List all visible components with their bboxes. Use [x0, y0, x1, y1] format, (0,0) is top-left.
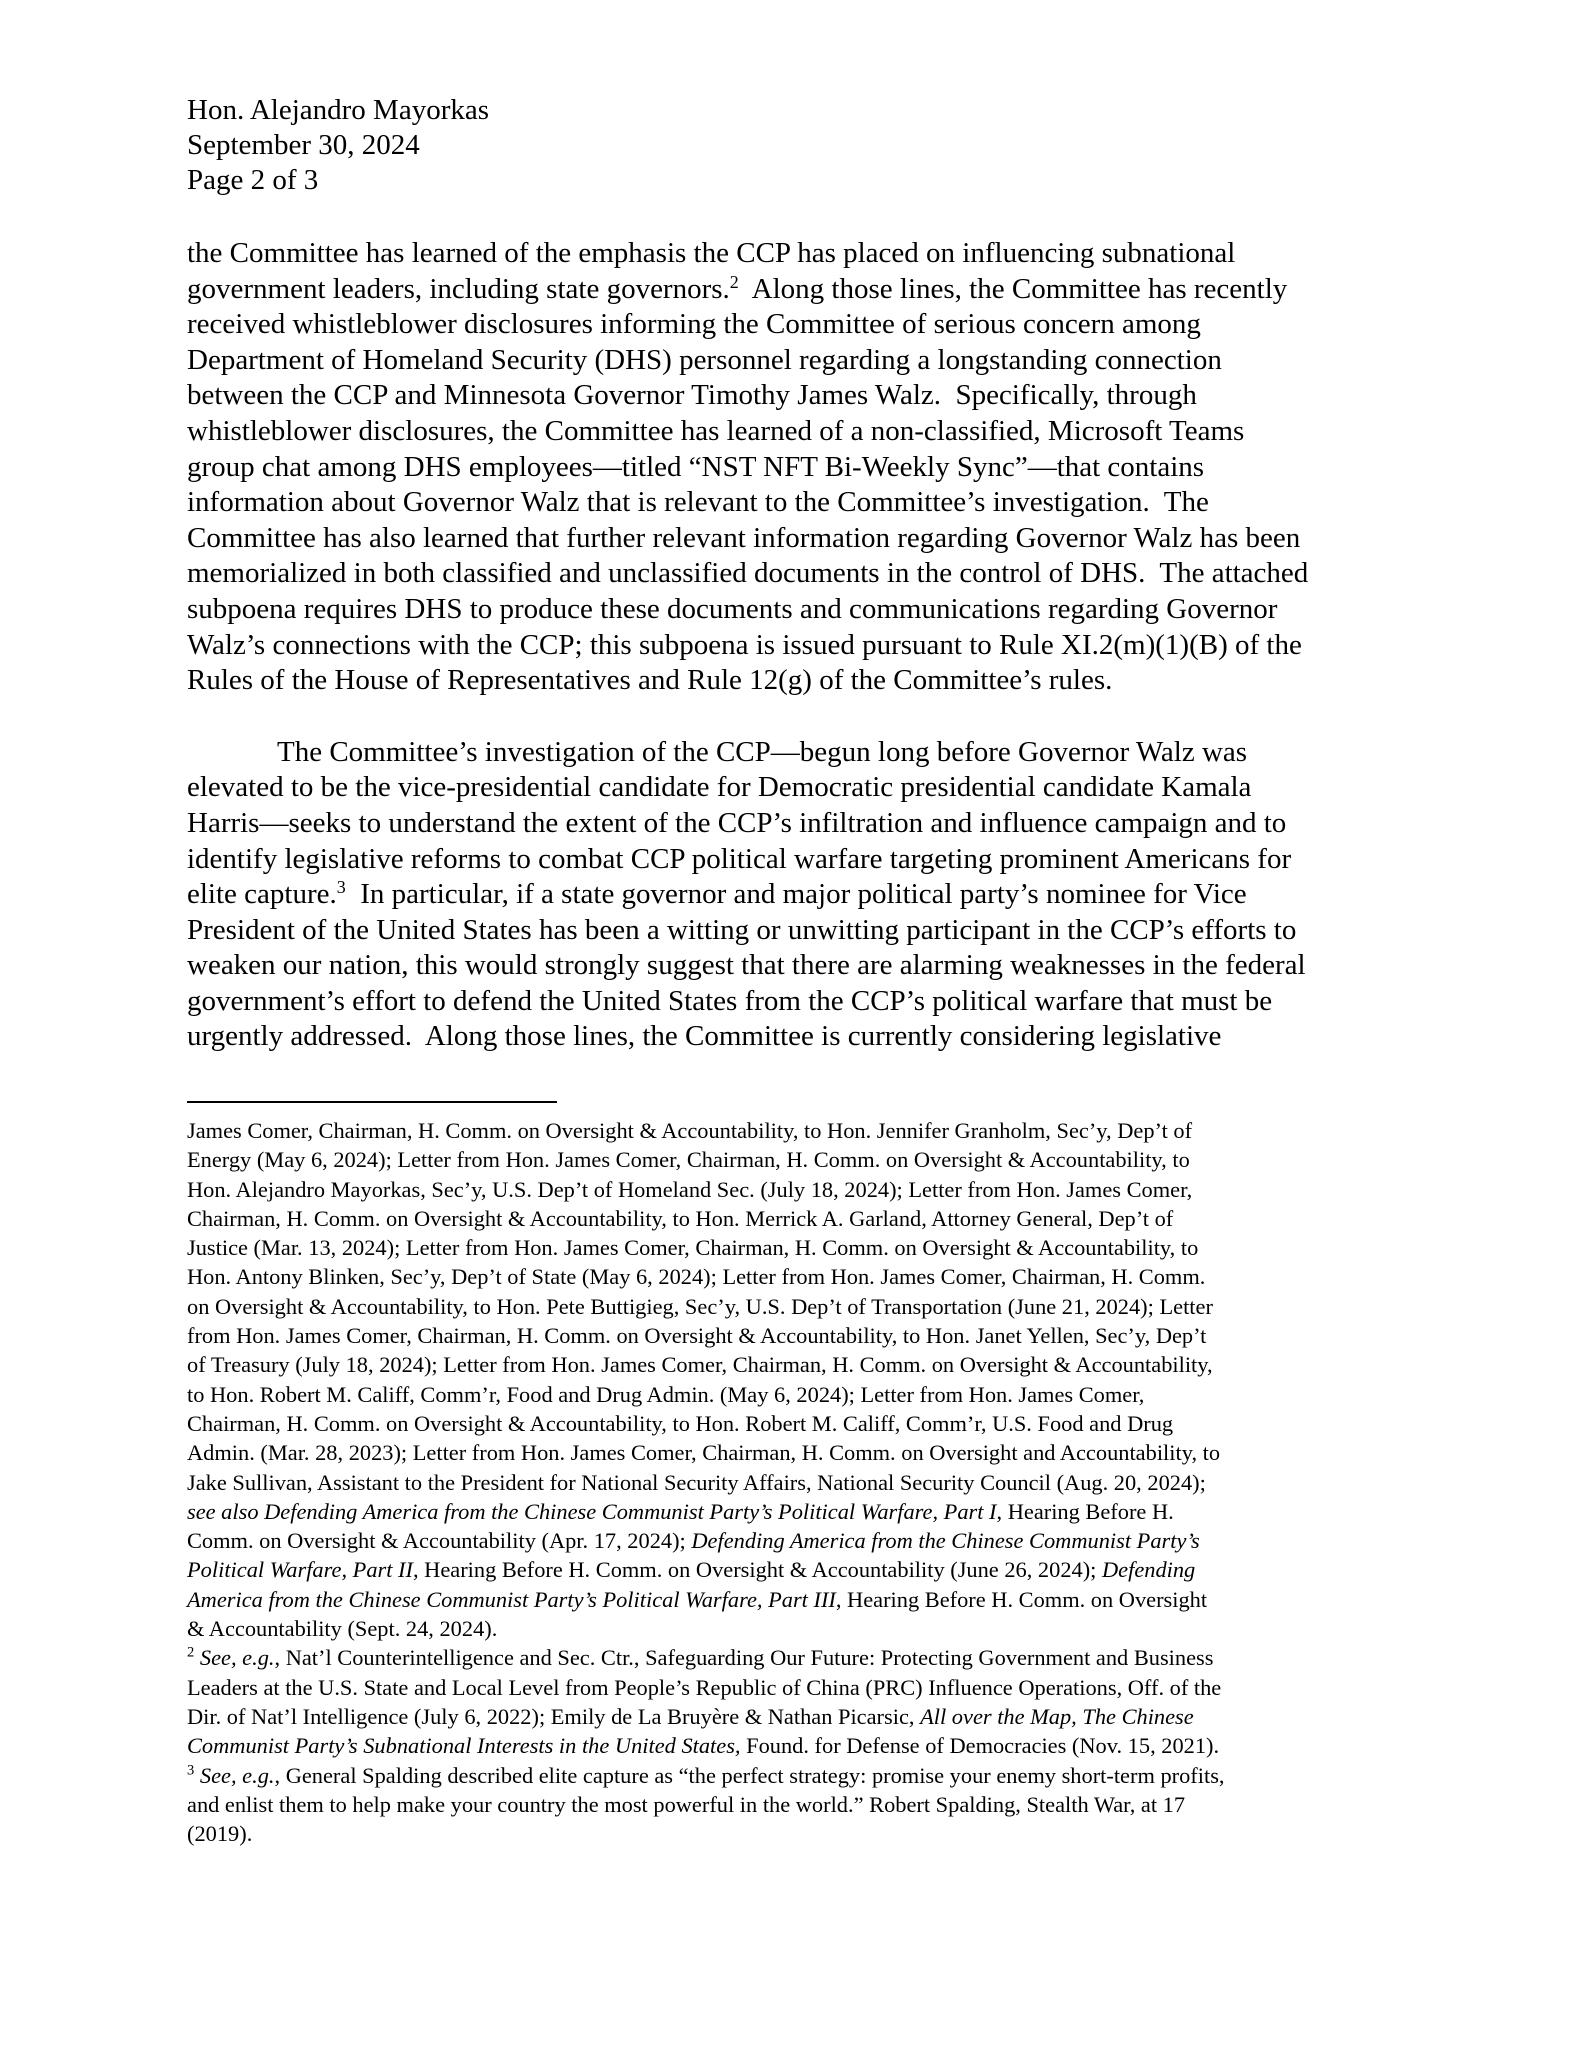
- body-line: President of the United States has been a witting or unwitting participant in the CCP’s efforts to: [187, 913, 1297, 946]
- body-line: between the CCP and Minnesota Governor Timothy James Walz. Specifically, through: [187, 379, 1197, 412]
- footnote-line: Political Warfare, Part II, Hearing Before H. Comm. on Oversight & Accountability (June 26, 2024); Defending: [187, 1557, 1196, 1583]
- footnote-line: on Oversight & Accountability, to Hon. Pete Buttigieg, Sec’y, U.S. Dep’t of Transportation (June 21, 2024); Letter: [187, 1293, 1213, 1319]
- body-line: Harris—seeks to understand the extent of the CCP’s infiltration and influence campaign and to: [187, 806, 1287, 839]
- body-line: weaken our nation, this would strongly suggest that there are alarming weaknesses in the federal: [187, 949, 1306, 982]
- footnote-2: $^2$ See, e.g., Nat’l Counterintelligence and Sec. Ctr., Safeguarding Our Future: Protecting Government and Business: [187, 1644, 1214, 1671]
- letter-date: September 30, 2024: [187, 129, 420, 161]
- footnote-line: and enlist them to help make your country the most powerful in the world.” Robert Spalding, Stealth War, at 17: [187, 1791, 1186, 1817]
- footnote-line: Justice (Mar. 13, 2024); Letter from Hon. James Comer, Chairman, H. Comm. on Oversight & Accountability, to: [187, 1235, 1199, 1261]
- footnote-line: Dir. of Nat’l Intelligence (July 6, 2022); Emily de La Bruyère & Nathan Picarsic, All over the Map, The Chinese: [187, 1703, 1194, 1729]
- letter-body: [187, 236, 1395, 1055]
- footnote-line: see also Defending America from the Chinese Communist Party’s Political Warfare, Part I, Hearing Before H.: [187, 1498, 1174, 1524]
- footnote-line: of Treasury (July 18, 2024); Letter from Hon. James Comer, Chairman, H. Comm. on Oversight & Accountability,: [187, 1352, 1213, 1378]
- body-line: subpoena requires DHS to produce these documents and communications regarding Governor: [187, 592, 1278, 625]
- footnote-separator: [187, 1101, 557, 1103]
- body-line: information about Governor Walz that is relevant to the Committee’s investigation. The: [187, 486, 1209, 519]
- footnote-line: Leaders at the U.S. State and Local Level from People’s Republic of China (PRC) Influence Operations, Off. of the: [187, 1674, 1222, 1700]
- footnote-line: Energy (May 6, 2024); Letter from Hon. James Comer, Chairman, H. Comm. on Oversight & Accountability, to: [187, 1147, 1190, 1173]
- body-line: government leaders, including state governors.$^2$ Along those lines, the Committee has recently: [187, 271, 1288, 305]
- body-line: Department of Homeland Security (DHS) personnel regarding a longstanding connection: [187, 343, 1222, 376]
- footnote-line: Comm. on Oversight & Accountability (Apr. 17, 2024); Defending America from the Chinese Communist Party’s: [187, 1528, 1200, 1554]
- body-line: elevated to be the vice-presidential candidate for Democratic presidential candidate Kamala: [187, 771, 1252, 804]
- letter-header: [187, 93, 489, 198]
- footnote-ref-3: 3: [336, 877, 346, 898]
- body-line: received whistleblower disclosures informing the Committee of serious concern among: [187, 308, 1201, 341]
- body-line: Committee has also learned that further relevant information regarding Governor Walz has been: [187, 521, 1301, 554]
- footnote-ref-2: 2: [729, 271, 739, 292]
- footnote-line: to Hon. Robert M. Califf, Comm’r, Food and Drug Admin. (May 6, 2024); Letter from Hon. James Comer,: [187, 1381, 1145, 1407]
- footnote-line: James Comer, Chairman, H. Comm. on Oversight & Accountability, to Hon. Jennifer Granholm, Sec’y, Dep’t of: [187, 1118, 1193, 1143]
- footnote-line: Hon. Alejandro Mayorkas, Sec’y, U.S. Dep’t of Homeland Sec. (July 18, 2024); Letter from Hon. James Comer,: [187, 1176, 1193, 1202]
- body-line: memorialized in both classified and unclassified documents in the control of DHS. The attached: [187, 557, 1309, 590]
- footnote-line: Communist Party’s Subnational Interests in the United States, Found. for Defense of Democracies (Nov. 15, 2021).: [187, 1733, 1220, 1759]
- page-number: Page 2 of 3: [187, 164, 319, 196]
- recipient-name: Hon. Alejandro Mayorkas: [187, 94, 490, 126]
- footnote-line: Jake Sullivan, Assistant to the President for National Security Affairs, National Security Council (Aug. 20, 2024);: [187, 1469, 1206, 1495]
- footnotes: [187, 1116, 1395, 1848]
- body-line: group chat among DHS employees—titled “NST NFT Bi-Weekly Sync”—that contains: [187, 450, 1205, 483]
- body-line: whistleblower disclosures, the Committee has learned of a non-classified, Microsoft Teams: [187, 414, 1245, 447]
- footnote-line: Chairman, H. Comm. on Oversight & Accountability, to Hon. Robert M. Califf, Comm’r, U.S. Food and Drug: [187, 1410, 1174, 1436]
- body-line: The Committee’s investigation of the CCP—begun long before Governor Walz was: [277, 735, 1248, 768]
- footnote-number-2: 2: [187, 1644, 195, 1661]
- body-line: Walz’s connections with the CCP; this subpoena is issued pursuant to Rule XI.2(m)(1)(B) of the: [187, 628, 1302, 661]
- footnote-line: Hon. Antony Blinken, Sec’y, Dep’t of State (May 6, 2024); Letter from Hon. James Comer, Chairman, H. Comm.: [187, 1264, 1206, 1290]
- footnote-line: Admin. (Mar. 28, 2023); Letter from Hon. James Comer, Chairman, H. Comm. on Oversight and Accountability, to: [187, 1440, 1221, 1466]
- footnote-line: America from the Chinese Communist Party’s Political Warfare, Part III, Hearing Before H. Comm. on Oversight: [187, 1586, 1208, 1612]
- body-line: identify legislative reforms to combat CCP political warfare targeting prominent Americans for: [187, 842, 1292, 875]
- body-line: urgently addressed. Along those lines, the Committee is currently considering legislative: [187, 1020, 1222, 1053]
- footnote-line: Chairman, H. Comm. on Oversight & Accountability, to Hon. Merrick A. Garland, Attorney General, Dep’t of: [187, 1205, 1174, 1231]
- footnote-3: $^3$ See, e.g., General Spalding described elite capture as “the perfect strategy: promise your enemy short-term profits,: [187, 1761, 1225, 1788]
- footnote-number-3: 3: [187, 1761, 195, 1778]
- body-line: elite capture.$^3$ In particular, if a state governor and major political party’s nominee for Vice: [187, 877, 1247, 911]
- body-line: Rules of the House of Representatives and Rule 12(g) of the Committee’s rules.: [187, 664, 1113, 697]
- body-line: the Committee has learned of the emphasis the CCP has placed on influencing subnational: [187, 237, 1236, 269]
- footnote-line: & Accountability (Sept. 24, 2024).: [187, 1616, 498, 1642]
- footnote-line: (2019).: [187, 1821, 253, 1847]
- body-line: government’s effort to defend the United States from the CCP’s political warfare that must be: [187, 984, 1273, 1017]
- footnote-line: from Hon. James Comer, Chairman, H. Comm. on Oversight & Accountability, to Hon. Janet Yellen, Sec’y, Dep’t: [187, 1323, 1207, 1349]
- paragraph-gap: [187, 699, 1395, 735]
